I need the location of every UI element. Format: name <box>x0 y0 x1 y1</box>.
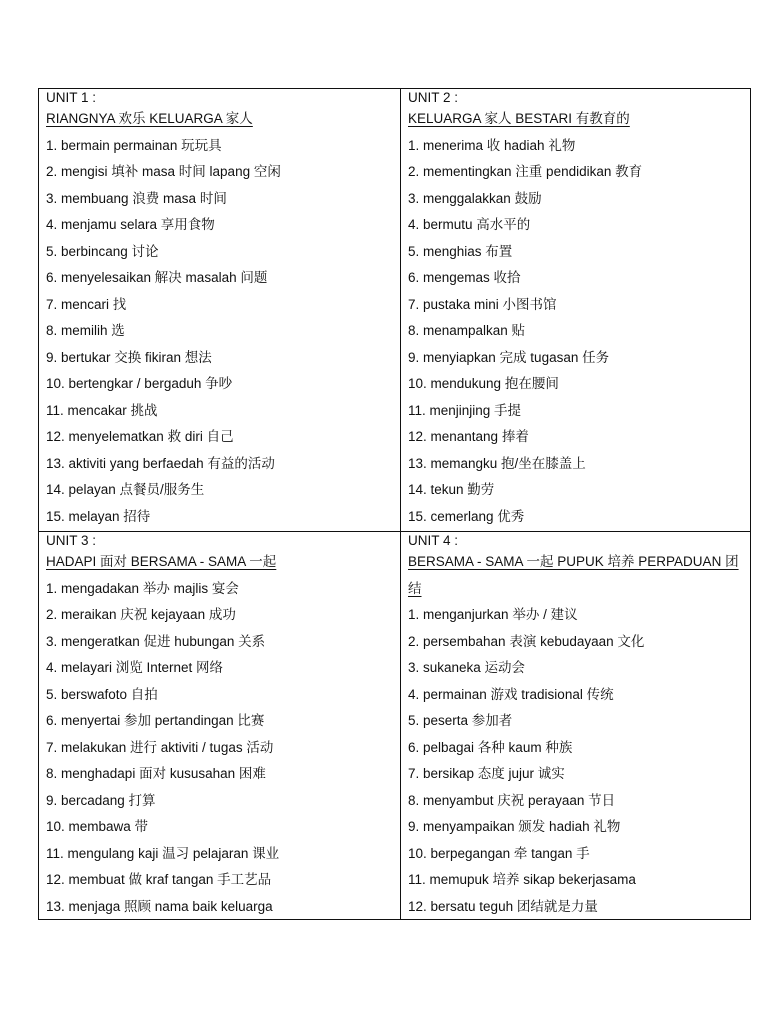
list-item: 4. permainan 游戏 tradisional 传统 <box>408 686 614 702</box>
list-item: 2. persembahan 表演 kebudayaan 文化 <box>408 633 645 649</box>
list-item: 8. menghadapi 面对 kususahan 困难 <box>46 766 266 781</box>
unit-1-list <box>46 133 400 531</box>
unit-2-list <box>408 133 751 531</box>
list-item: 13. menjaga 照顾 nama baik keluarga <box>46 898 273 914</box>
unit-3-list <box>46 576 400 921</box>
list-item: 9. menyampaikan 颁发 hadiah 礼物 <box>408 819 621 834</box>
list-item: 12. menyelematkan 救 diri 自己 <box>46 429 234 444</box>
list-item: 14. tekun 勤劳 <box>408 482 495 497</box>
unit-1-heading: UNIT 1 : <box>46 90 97 105</box>
list-item: 15. cemerlang 优秀 <box>408 508 525 524</box>
list-item: 1. menerima 收 hadiah 礼物 <box>408 137 576 153</box>
list-item: 3. membuang 浪费 masa 时间 <box>46 190 227 206</box>
list-item: 2. mengisi 填补 masa 时间 lapang 空闲 <box>46 164 281 179</box>
unit-3-title: HADAPI 面对 BERSAMA - SAMA 一起 <box>46 554 277 569</box>
unit-4-heading: UNIT 4 : <box>408 533 459 548</box>
unit-4-title: BERSAMA - SAMA 一起 PUPUK 培养 PERPADUAN 团结 <box>408 554 739 596</box>
unit-2-cell <box>401 89 751 530</box>
list-item: 12. menantang 捧着 <box>408 429 529 444</box>
unit-3-cell <box>39 532 400 920</box>
list-item: 5. menghias 布置 <box>408 243 513 259</box>
list-item: 7. bersikap 态度 jujur 诚实 <box>408 766 565 781</box>
list-item: 4. menjamu selara 享用食物 <box>46 217 215 232</box>
unit-2-heading: UNIT 2 : <box>408 90 459 105</box>
list-item: 14. pelayan 点餐员/服务生 <box>46 482 205 497</box>
list-item: 7. melakukan 进行 aktiviti / tugas 活动 <box>46 739 274 755</box>
list-item: 6. pelbagai 各种 kaum 种族 <box>408 739 573 755</box>
list-item: 3. mengeratkan 促进 hubungan 关系 <box>46 633 266 649</box>
list-item: 3. sukaneka 运动会 <box>408 660 526 675</box>
list-item: 10. mendukung 抱在腰间 <box>408 376 559 391</box>
list-item: 1. bermain permainan 玩玩具 <box>46 137 222 153</box>
list-item: 11. mengulang kaji 温习 pelajaran 课业 <box>46 845 280 861</box>
list-item: 11. menjinjing 手提 <box>408 402 522 418</box>
unit-4-cell <box>401 532 751 920</box>
list-item: 5. berswafoto 自拍 <box>46 686 158 702</box>
list-item: 8. menyambut 庆祝 perayaan 节日 <box>408 792 616 808</box>
list-item: 3. menggalakkan 鼓励 <box>408 190 542 206</box>
list-item: 9. menyiapkan 完成 tugasan 任务 <box>408 349 610 365</box>
list-item: 8. menampalkan 贴 <box>408 323 526 338</box>
list-item: 10. berpegangan 牵 tangan 手 <box>408 845 590 861</box>
list-item: 15. melayan 招待 <box>46 508 151 524</box>
unit-3-heading: UNIT 3 : <box>46 533 97 548</box>
list-item: 1. menganjurkan 举办 / 建议 <box>408 607 578 622</box>
list-item: 9. bercadang 打算 <box>46 792 156 808</box>
list-item: 5. peserta 参加者 <box>408 713 513 728</box>
list-item: 6. menyelesaikan 解决 masalah 问题 <box>46 270 268 285</box>
list-item: 10. membawa 带 <box>46 819 149 834</box>
unit-4-list <box>408 602 751 920</box>
list-item: 8. memilih 选 <box>46 323 125 338</box>
list-item: 10. bertengkar / bergaduh 争吵 <box>46 376 233 391</box>
list-item: 4. melayari 浏览 Internet 网络 <box>46 660 224 675</box>
list-item: 13. memangku 抱/坐在膝盖上 <box>408 455 586 471</box>
unit-1-title: RIANGNYA 欢乐 KELUARGA 家人 <box>46 111 253 126</box>
list-item: 12. bersatu teguh 团结就是力量 <box>408 898 598 914</box>
list-item: 11. memupuk 培养 sikap bekerjasama <box>408 872 636 887</box>
vocabulary-table <box>38 88 751 920</box>
list-item: 7. mencari 找 <box>46 296 127 312</box>
list-item: 7. pustaka mini 小图书馆 <box>408 296 557 312</box>
unit-2-title: KELUARGA 家人 BESTARI 有教育的 <box>408 111 630 126</box>
list-item: 6. menyertai 参加 pertandingan 比赛 <box>46 713 265 728</box>
list-item: 2. meraikan 庆祝 kejayaan 成功 <box>46 607 236 622</box>
list-item: 5. berbincang 讨论 <box>46 243 159 259</box>
list-item: 9. bertukar 交换 fikiran 想法 <box>46 349 212 365</box>
unit-1-cell <box>39 89 400 530</box>
list-item: 13. aktiviti yang berfaedah 有益的活动 <box>46 455 275 471</box>
list-item: 1. mengadakan 举办 majlis 宴会 <box>46 580 239 596</box>
list-item: 12. membuat 做 kraf tangan 手工艺品 <box>46 872 272 887</box>
list-item: 11. mencakar 挑战 <box>46 402 158 418</box>
list-item: 4. bermutu 高水平的 <box>408 217 531 232</box>
list-item: 2. mementingkan 注重 pendidikan 教育 <box>408 164 643 179</box>
list-item: 6. mengemas 收拾 <box>408 270 521 285</box>
